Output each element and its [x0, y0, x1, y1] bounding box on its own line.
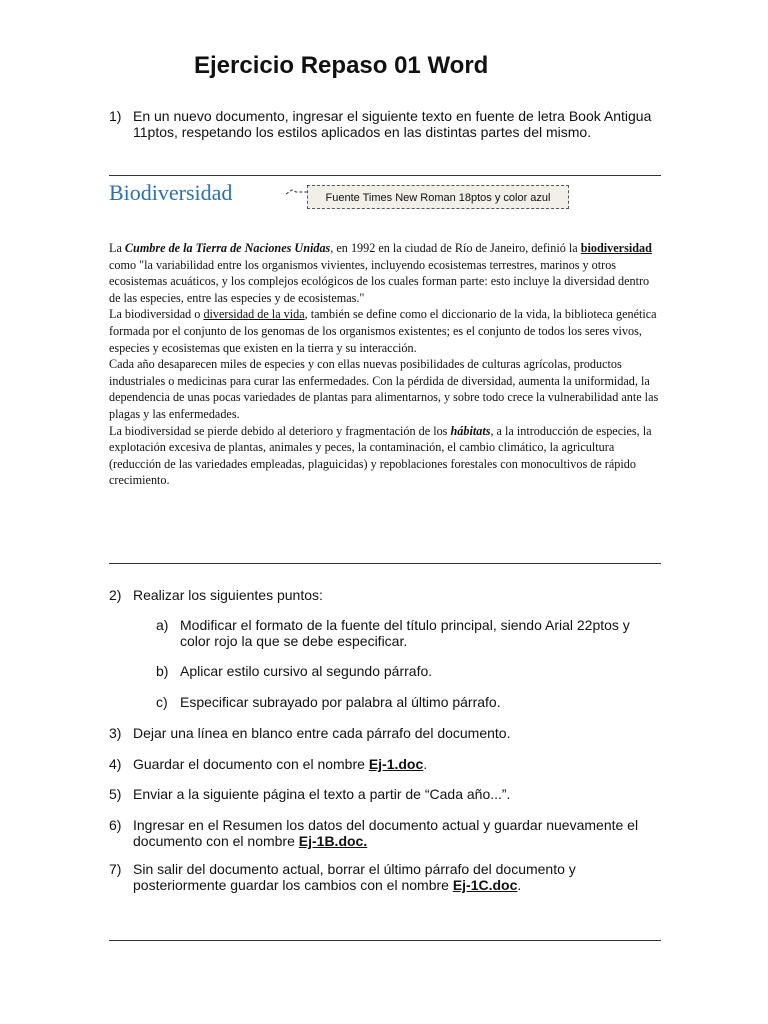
step-number: 6) — [109, 817, 122, 833]
divider-middle — [109, 563, 661, 564]
substep-a — [156, 617, 656, 649]
divider-top — [109, 175, 661, 176]
file-name: Ej-1.doc — [368, 756, 424, 772]
sample-paragraph-4: La biodiversidad se pierde debido al deterioro y fragmentación de los hábitats, a la introducción de especies, la explotación excesiva de plantas, animales y peces, la contaminación, el cambio climático, la agricultura (reducción de las variedades empleadas, plaguicidas) y repoblaciones forestales con monocultivos de rápido crecimiento. — [109, 423, 652, 488]
step-text: Guardar el documento con el nombre Ej-1.doc. — [133, 756, 428, 772]
substep-text: Aplicar estilo cursivo al segundo párrafo. — [180, 663, 433, 679]
substep-b — [156, 663, 656, 679]
substep-text: Modificar el formato de la fuente del título principal, siendo Arial 22ptos y color rojo la que se debe especificar. — [180, 617, 630, 649]
step-5 — [109, 786, 669, 802]
step-number: 5) — [109, 786, 122, 802]
sample-heading: Biodiversidad — [109, 180, 233, 205]
step-text: Realizar los siguientes puntos: — [133, 587, 323, 603]
step-7 — [109, 861, 669, 893]
step-text: Ingresar en el Resumen los datos del documento actual y guardar nuevamente el documento con el nombre Ej-1B.doc. — [133, 817, 639, 849]
step-3 — [109, 725, 669, 741]
sample-paragraph-3: Cada año desaparecen miles de especies y con ellas nuevas posibilidades de culturas agrícolas, productos industriales o medicinas para curar las enfermedades. Con la pérdida de diversidad, aumenta la uniformidad, la dependencia de unas pocas variedades de plantas para alimentarnos, y sobre todo crece la vulnerabilidad ante las plagas y las enfermedades. — [109, 357, 659, 421]
step-text: En un nuevo documento, ingresar el siguiente texto en fuente de letra Book Antigua 11ptos, respetando los estilos aplicados en las distintas partes del mismo. — [133, 108, 652, 140]
step-number: 4) — [109, 756, 122, 772]
step-number: 3) — [109, 725, 122, 741]
step-2 — [109, 587, 669, 603]
divider-bottom — [109, 940, 661, 941]
step-text: Sin salir del documento actual, borrar el último párrafo del documento y posteriormente guardar los cambios con el nombre Ej-1C.doc. — [133, 861, 576, 893]
substep-text: Especificar subrayado por palabra al último párrafo. — [180, 694, 501, 710]
step-number: 1) — [109, 108, 122, 124]
step-1 — [109, 108, 669, 140]
substep-c — [156, 694, 656, 710]
step-text: Enviar a la siguiente página el texto a partir de “Cada año...”. — [133, 786, 511, 802]
substep-number: b) — [156, 663, 169, 679]
step-number: 7) — [109, 861, 122, 877]
step-4 — [109, 756, 669, 772]
sample-paragraph-2: La biodiversidad o diversidad de la vida, también se define como el diccionario de la vida, la biblioteca genética formada por el conjunto de los genomas de los organismos existentes; es el conjunto de todos los seres vivos, especies y ecosistemas que existen en la tierra y su interacción. — [109, 307, 657, 355]
substep-number: c) — [156, 694, 168, 710]
step-6 — [109, 817, 669, 849]
sample-paragraph-1: La Cumbre de la Tierra de Naciones Unidas, en 1992 en la ciudad de Río de Janeiro, definió la biodiversidad como "la variabilidad entre los organismos vivientes, incluyendo ecosistemas terrestres, marinos y otros ecosistemas acuáticos, y los complejos ecológicos de los cuales forman parte: esto incluye la diversidad dentro de las especies, entre las especies y de ecosistemas." — [109, 241, 652, 305]
step-number: 2) — [109, 587, 122, 603]
file-name: Ej-1C.doc — [452, 877, 518, 893]
file-name: Ej-1B.doc. — [298, 833, 368, 849]
page-title: Ejercicio Repaso 01 Word — [194, 52, 489, 79]
callout-box: Fuente Times New Roman 18ptos y color azul — [307, 185, 569, 209]
step-text: Dejar una línea en blanco entre cada párrafo del documento. — [133, 725, 511, 741]
sample-body — [109, 240, 661, 489]
substep-number: a) — [156, 617, 169, 633]
